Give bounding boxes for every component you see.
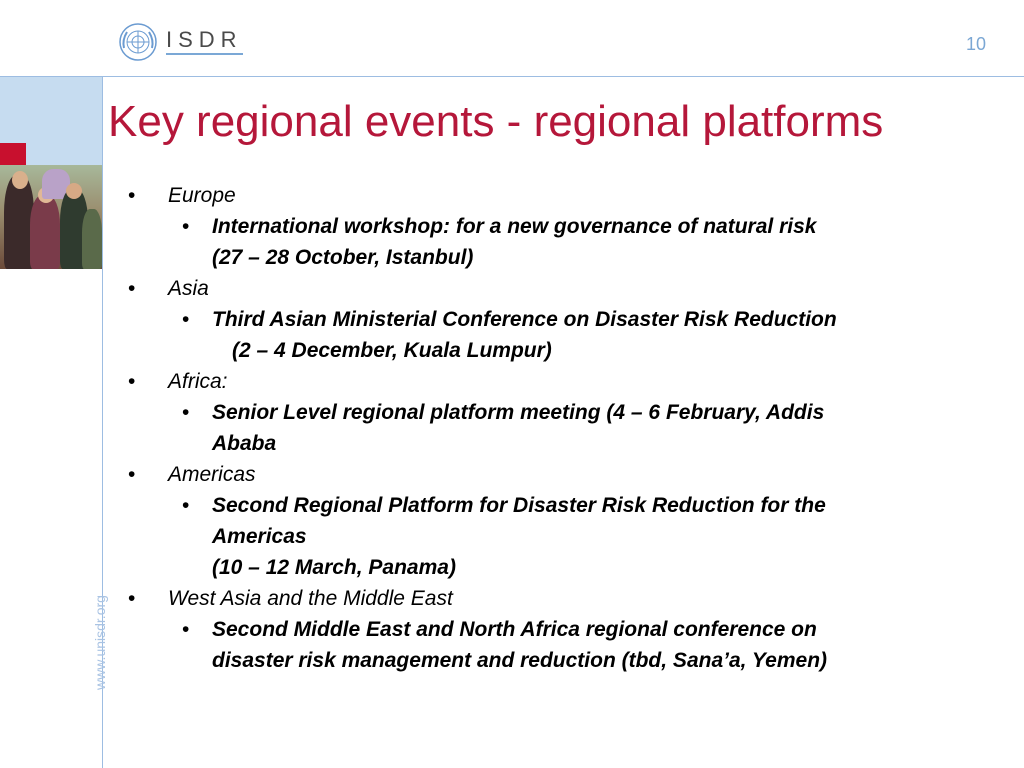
region-name: Africa: bbox=[168, 370, 228, 393]
event-line: (27 – 28 October, Istanbul) bbox=[212, 246, 474, 269]
event-item bbox=[128, 304, 988, 366]
event-item bbox=[128, 397, 988, 459]
event-line: Second Middle East and North Africa regional conference on bbox=[212, 618, 817, 641]
region-item bbox=[128, 273, 988, 304]
bullet-icon: • bbox=[128, 463, 136, 486]
bullet-icon: • bbox=[128, 370, 136, 393]
event-line: International workshop: for a new governance of natural risk bbox=[212, 215, 817, 238]
website-url: www.unisdr.org bbox=[92, 595, 108, 690]
isdr-logo bbox=[118, 22, 243, 62]
event-item bbox=[128, 614, 988, 676]
region-item bbox=[128, 366, 988, 397]
region-item bbox=[128, 459, 988, 490]
bullet-icon: • bbox=[182, 308, 190, 331]
bullet-icon: • bbox=[182, 215, 190, 238]
region-item bbox=[128, 180, 988, 211]
bullet-icon: • bbox=[182, 401, 190, 424]
header-divider bbox=[0, 76, 1024, 77]
page-number: 10 bbox=[965, 34, 986, 54]
event-item bbox=[128, 211, 988, 273]
bullet-icon: • bbox=[128, 184, 136, 207]
bullet-list bbox=[128, 180, 988, 676]
slide-title: Key regional events - regional platforms bbox=[108, 97, 884, 146]
bullet-icon: • bbox=[182, 494, 190, 517]
bullet-icon: • bbox=[182, 618, 190, 641]
event-line: Ababa bbox=[212, 432, 277, 455]
decorative-red-square bbox=[0, 143, 26, 165]
bullet-icon: • bbox=[128, 587, 136, 610]
event-line: Third Asian Ministerial Conference on Disaster Risk Reduction bbox=[212, 308, 837, 331]
event-line: Americas bbox=[212, 525, 307, 548]
event-item bbox=[128, 490, 988, 583]
region-item bbox=[128, 583, 988, 614]
logo-text: ISDR bbox=[166, 29, 243, 55]
un-emblem-icon bbox=[118, 22, 158, 62]
event-line: (2 – 4 December, Kuala Lumpur) bbox=[232, 339, 552, 362]
region-name: Americas bbox=[168, 463, 256, 486]
event-line: (10 – 12 March, Panama) bbox=[212, 556, 456, 579]
people-photo bbox=[0, 165, 102, 269]
event-line: Second Regional Platform for Disaster Risk Reduction for the bbox=[212, 494, 826, 517]
region-name: Asia bbox=[168, 277, 209, 300]
region-name: West Asia and the Middle East bbox=[168, 587, 453, 610]
bullet-icon: • bbox=[128, 277, 136, 300]
event-line: disaster risk management and reduction (tbd, Sana’a, Yemen) bbox=[212, 649, 828, 672]
region-name: Europe bbox=[168, 184, 236, 207]
event-line: Senior Level regional platform meeting (4 – 6 February, Addis bbox=[212, 401, 825, 424]
